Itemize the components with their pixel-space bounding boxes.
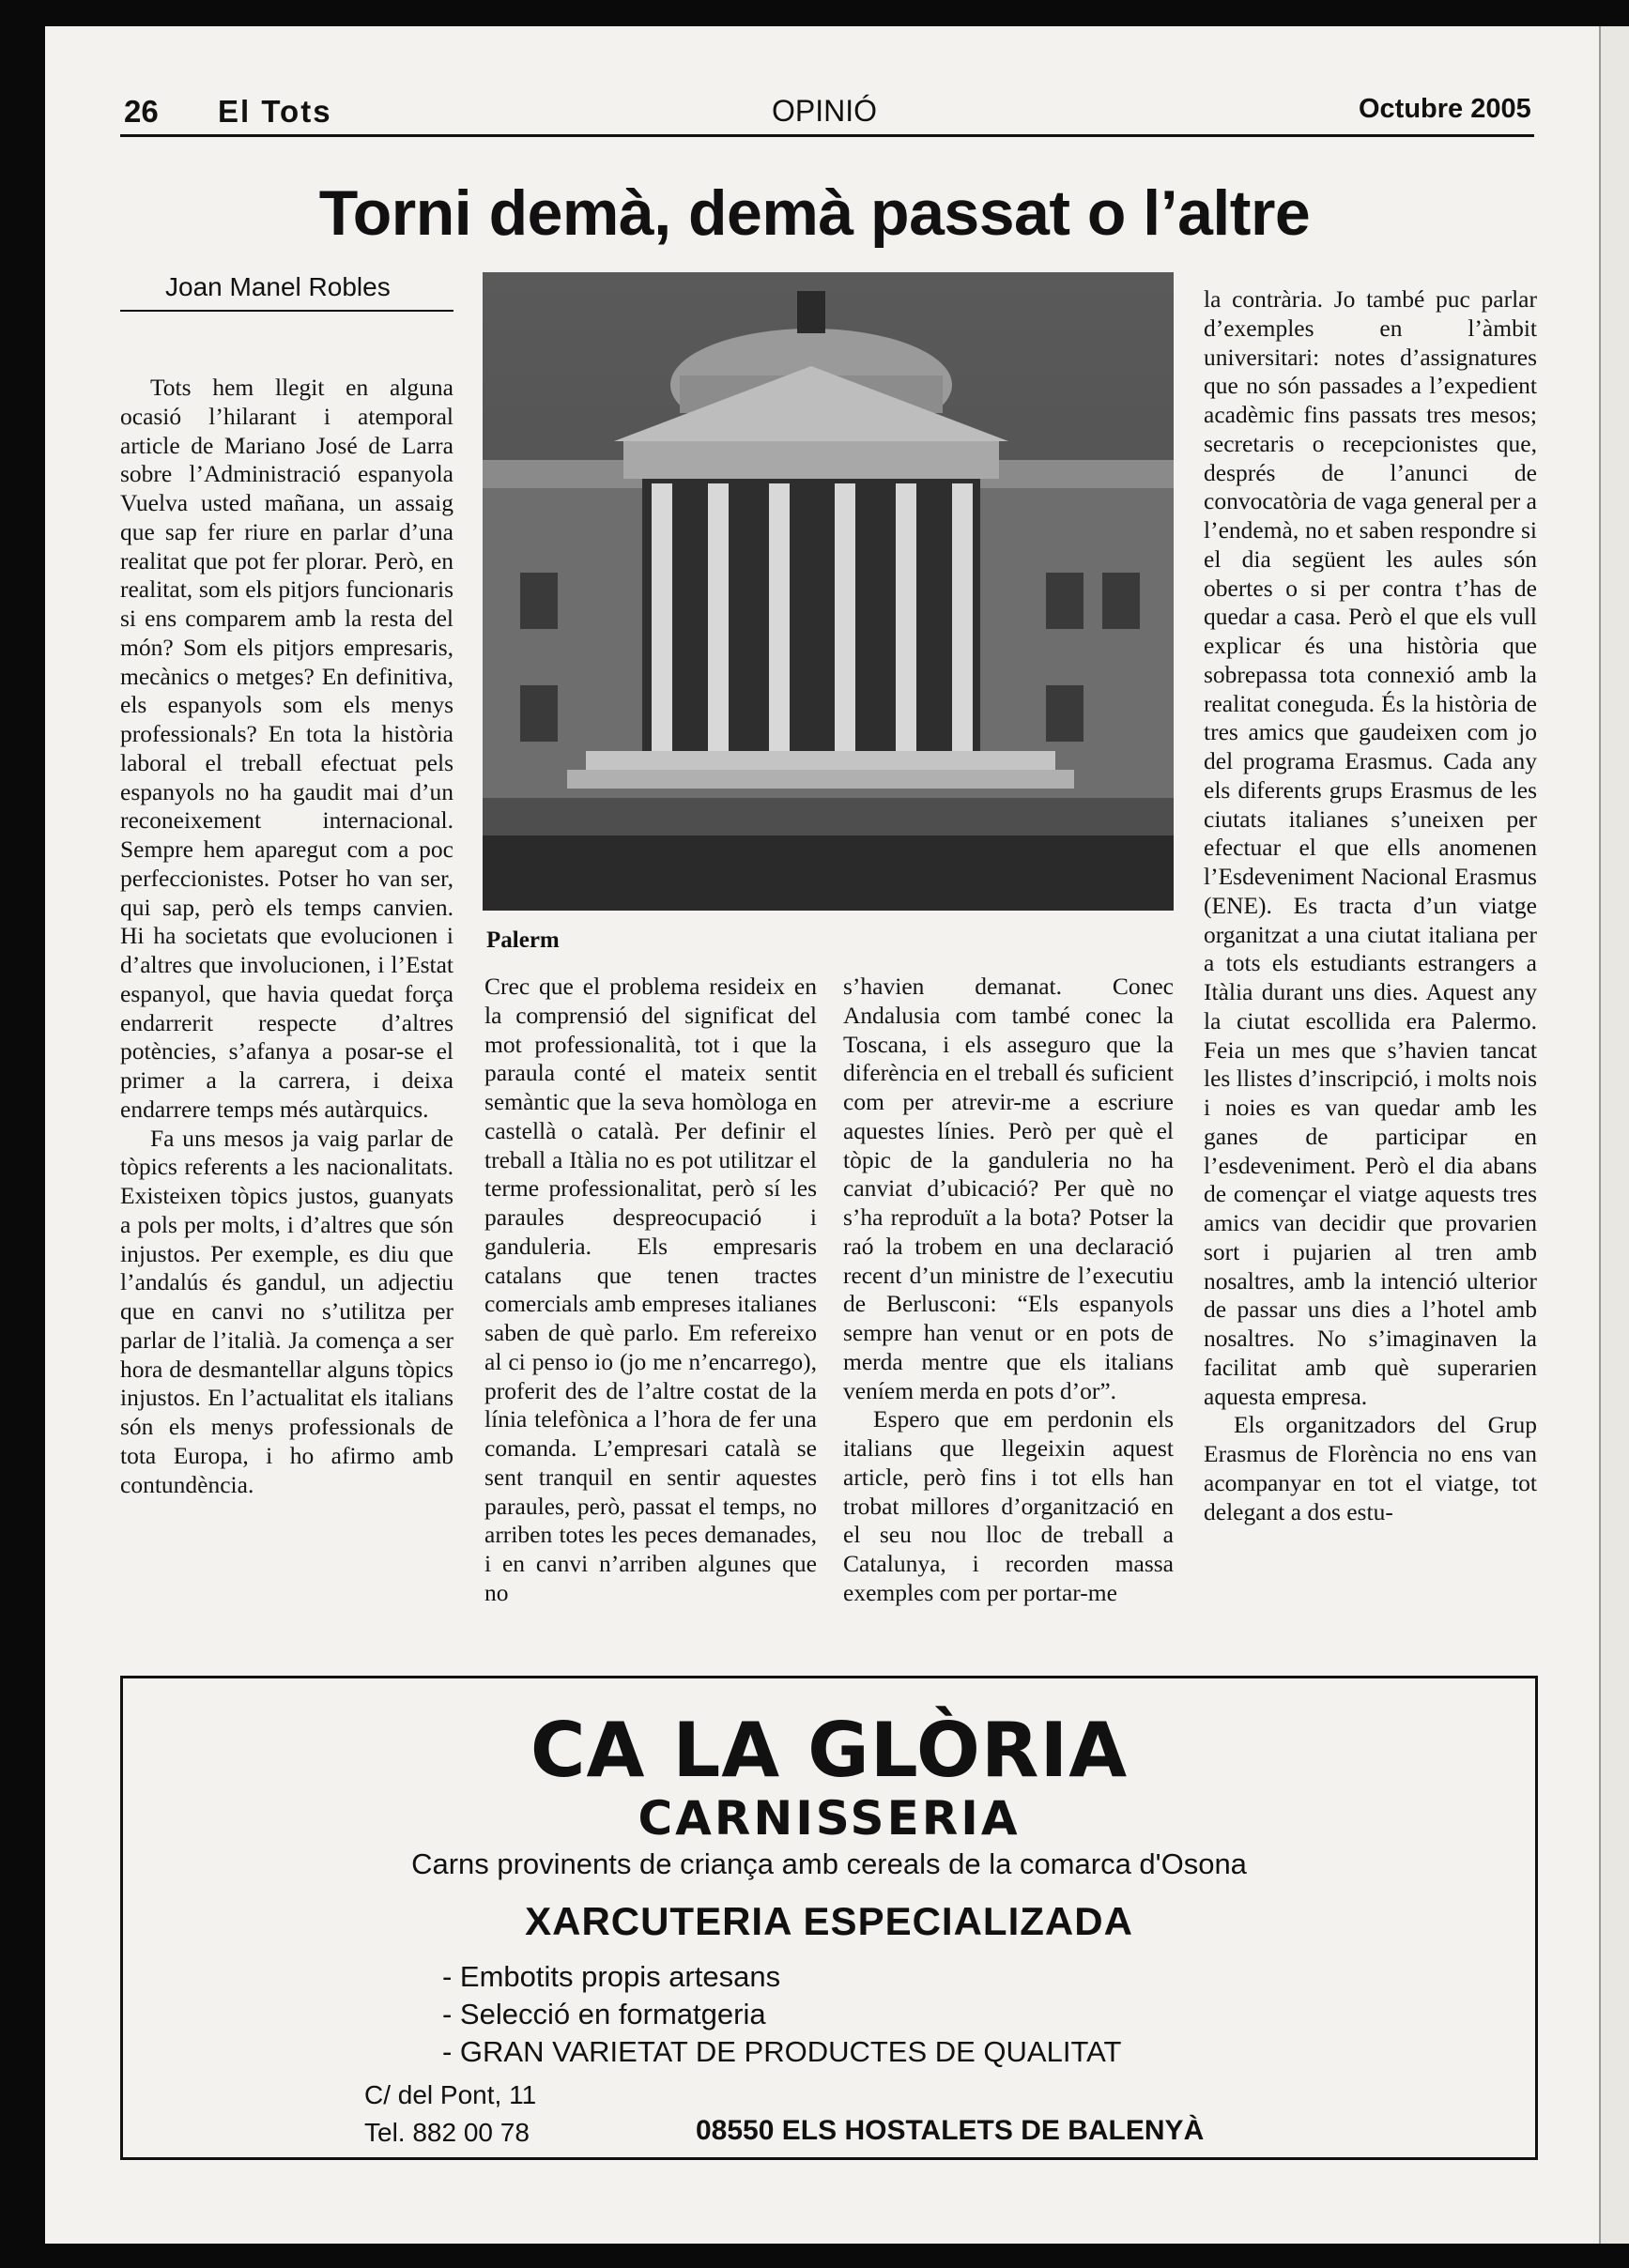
issue-date: Octubre 2005 <box>1359 94 1531 124</box>
ad-city: 08550 ELS HOSTALETS DE BALENYÀ <box>696 2115 1205 2146</box>
photo-caption: Palerm <box>486 927 560 953</box>
article-column-1 <box>120 374 453 1650</box>
paragraph: Crec que el problema resideix en la comprensió del significat del mot professionalità, tot i que la paraula conté el mateix sentit semàntic que la seva homòloga en castellà o català. Per definir el treball a Itàlia no es pot utilitzar el terme professionalitat, però sí les paraules despreocupació i ganduleria. Els empresaris catalans que tenen tractes comercials amb empreses italianes saben de què parlo. Em refereixo al ci penso io (jo me n’encarrego), proferit des de l’altre costat de la línia telefònica a l’hora de fer una comanda. L’empresari català se sent tranquil en sentir aquestes paraules, però, passat el temps, no arriben totes les peces demanades, i en canvi n’arriben algunes que no <box>484 973 817 1606</box>
paragraph: Fa uns mesos ja vaig parlar de tòpics referents a les nacionalitats. Existeixen tòpics justos, guanyats a pols per molts, i d’altres que són injustos. Per exemple, es diu que l’andalús és gandul, un adjectiu que en canvi no s’utilitza per parlar de l’italià. Ja comença a ser hora de desmantellar alguns tòpics injustos. En l’actualitat els italians són els menys professionals de tota Europa, i ho afirmo amb contundència. <box>120 1124 453 1498</box>
paragraph: la contrària. Jo també puc parlar d’exemples en l’àmbit universitari: notes d’assignatures que no són passades a l’expedient acadèmic fins passats tres mesos; secretaris o recepcionistes que, després de l’anunci de convocatòria de vaga general per a l’endemà, no et saben respondre si el dia següent les aules són obertes o si per contra t’has de quedar a casa. Però el que els vull explicar és una història que sobrepassa tota connexió amb la realitat coneguda. És la història de tres amics que gaudeixen com jo del programa Erasmus. Cada any els diferents grups Erasmus de les ciutats italianes s’uneixen per efectuar el que ells anomenen l’Esdeveniment Nacional Erasmus (ENE). Es tracta d’un viatge organitzat a una ciutat italiana per a tots els estudiants estrangers a Itàlia durant uns dies. Aquest any la ciutat escollida era Palermo. Feia un mes que s’havien tancat les llistes d’inscripció, i molts nois i noies es van quedar amb les ganes de participar en l’esdeveniment. Però el dia abans de començar el viatge aquests tres amics van decidir que provarien sort i pujarien al tren amb nosaltres, amb la intenció ulterior de passar uns dies a l’hotel amb nosaltres. No s’imaginaven la facilitat amb què superarien aquesta empresa. <box>1204 285 1537 1410</box>
theatre-illustration <box>483 272 1174 911</box>
ad-phone: Tel. 882 00 78 <box>364 2118 530 2147</box>
advertisement-ca-la-gloria <box>120 1676 1538 2160</box>
ad-shop-name: CA LA GLÒRIA <box>530 1707 1129 1794</box>
ad-tagline: Carns provinents de criança amb cereals de la comarca d'Osona <box>411 1847 1247 1880</box>
header-rule <box>120 134 1534 137</box>
ad-shop-type: CARNISSERIA <box>638 1791 1021 1846</box>
section-name: OPINIÓ <box>772 94 878 128</box>
article-title: Torni demà, demà passat o l’altre <box>318 177 1311 249</box>
ad-bullet: - Selecció en formatgeria <box>442 1998 766 2030</box>
paragraph: Els organitzadors del Grup Erasmus de Florència no ens van acompanyar en tot el viatge, tot delegant a dos estu- <box>1204 1411 1537 1525</box>
article-column-4 <box>1204 285 1537 1648</box>
author-name: Joan Manel Robles <box>165 272 391 301</box>
article-column-3 <box>843 973 1174 1648</box>
paragraph: Tots hem llegit en alguna ocasió l’hilarant i atemporal article de Mariano José de Larra sobre l’Administració espanyola Vuelva usted mañana, un assaig que sap fer riure en parlar d’una realitat que pot fer plorar. Però, en realitat, som els pitjors funcionaris si ens comparem amb la resta del món? Som els pitjors empresaris, mecànics o metges? En definitiva, els espanyols som els menys professionals? En tota la història laboral el treball efectuat pels espanyols no ha gaudit mai d’un reconeixement internacional. Sempre hem aparegut com a poc perfeccionistes. Potser ho van ser, qui sap, però els temps canvien. Hi ha societats que evolucionen i d’altres que involucionen, i l’Estat espanyol, que havia quedat força endarrerit respecte d’altres potències, s’afanya a posar-se el primer a la carrera, i deixa endarrere temps més autàrquics. <box>120 374 453 1123</box>
paragraph: s’havien demanat. Conec Andalusia com també conec la Toscana, i els asseguro que la diferència en el treball és suficient com per atrevir-me a escriure aquestes línies. Però per què el tòpic de la ganduleria no ha canviat d’ubicació? Per què no s’ha reproduït a la bota? Potser la raó la trobem en una declaració recent d’un ministre de l’executiu de Berlusconi: “Els espanyols sempre han venut or en pots de merda mentre que els italians veníem merda en pots d’or”. <box>843 973 1174 1404</box>
ad-bullet: - Embotits propis artesans <box>442 1960 781 1993</box>
ad-bullet: - GRAN VARIETAT DE PRODUCTES DE QUALITAT <box>442 2035 1122 2068</box>
article-column-2 <box>484 973 817 1648</box>
ad-address: C/ del Pont, 11 <box>364 2080 537 2109</box>
ad-subtitle: XARCUTERIA ESPECIALIZADA <box>525 1899 1133 1943</box>
page-number: 26 <box>124 94 159 129</box>
next-page-edge <box>1599 26 1629 2244</box>
palerm-theatre-photo <box>483 272 1174 911</box>
author-rule <box>120 310 453 312</box>
paragraph: Espero que em perdonin els italians que llegeixin aquest article, però fins i tot ells han trobat millores d’organització en el seu nou lloc de treball a Catalunya, i recorden massa exemples com per portar-me <box>843 1405 1174 1606</box>
publication-name: El Tots <box>218 94 332 129</box>
